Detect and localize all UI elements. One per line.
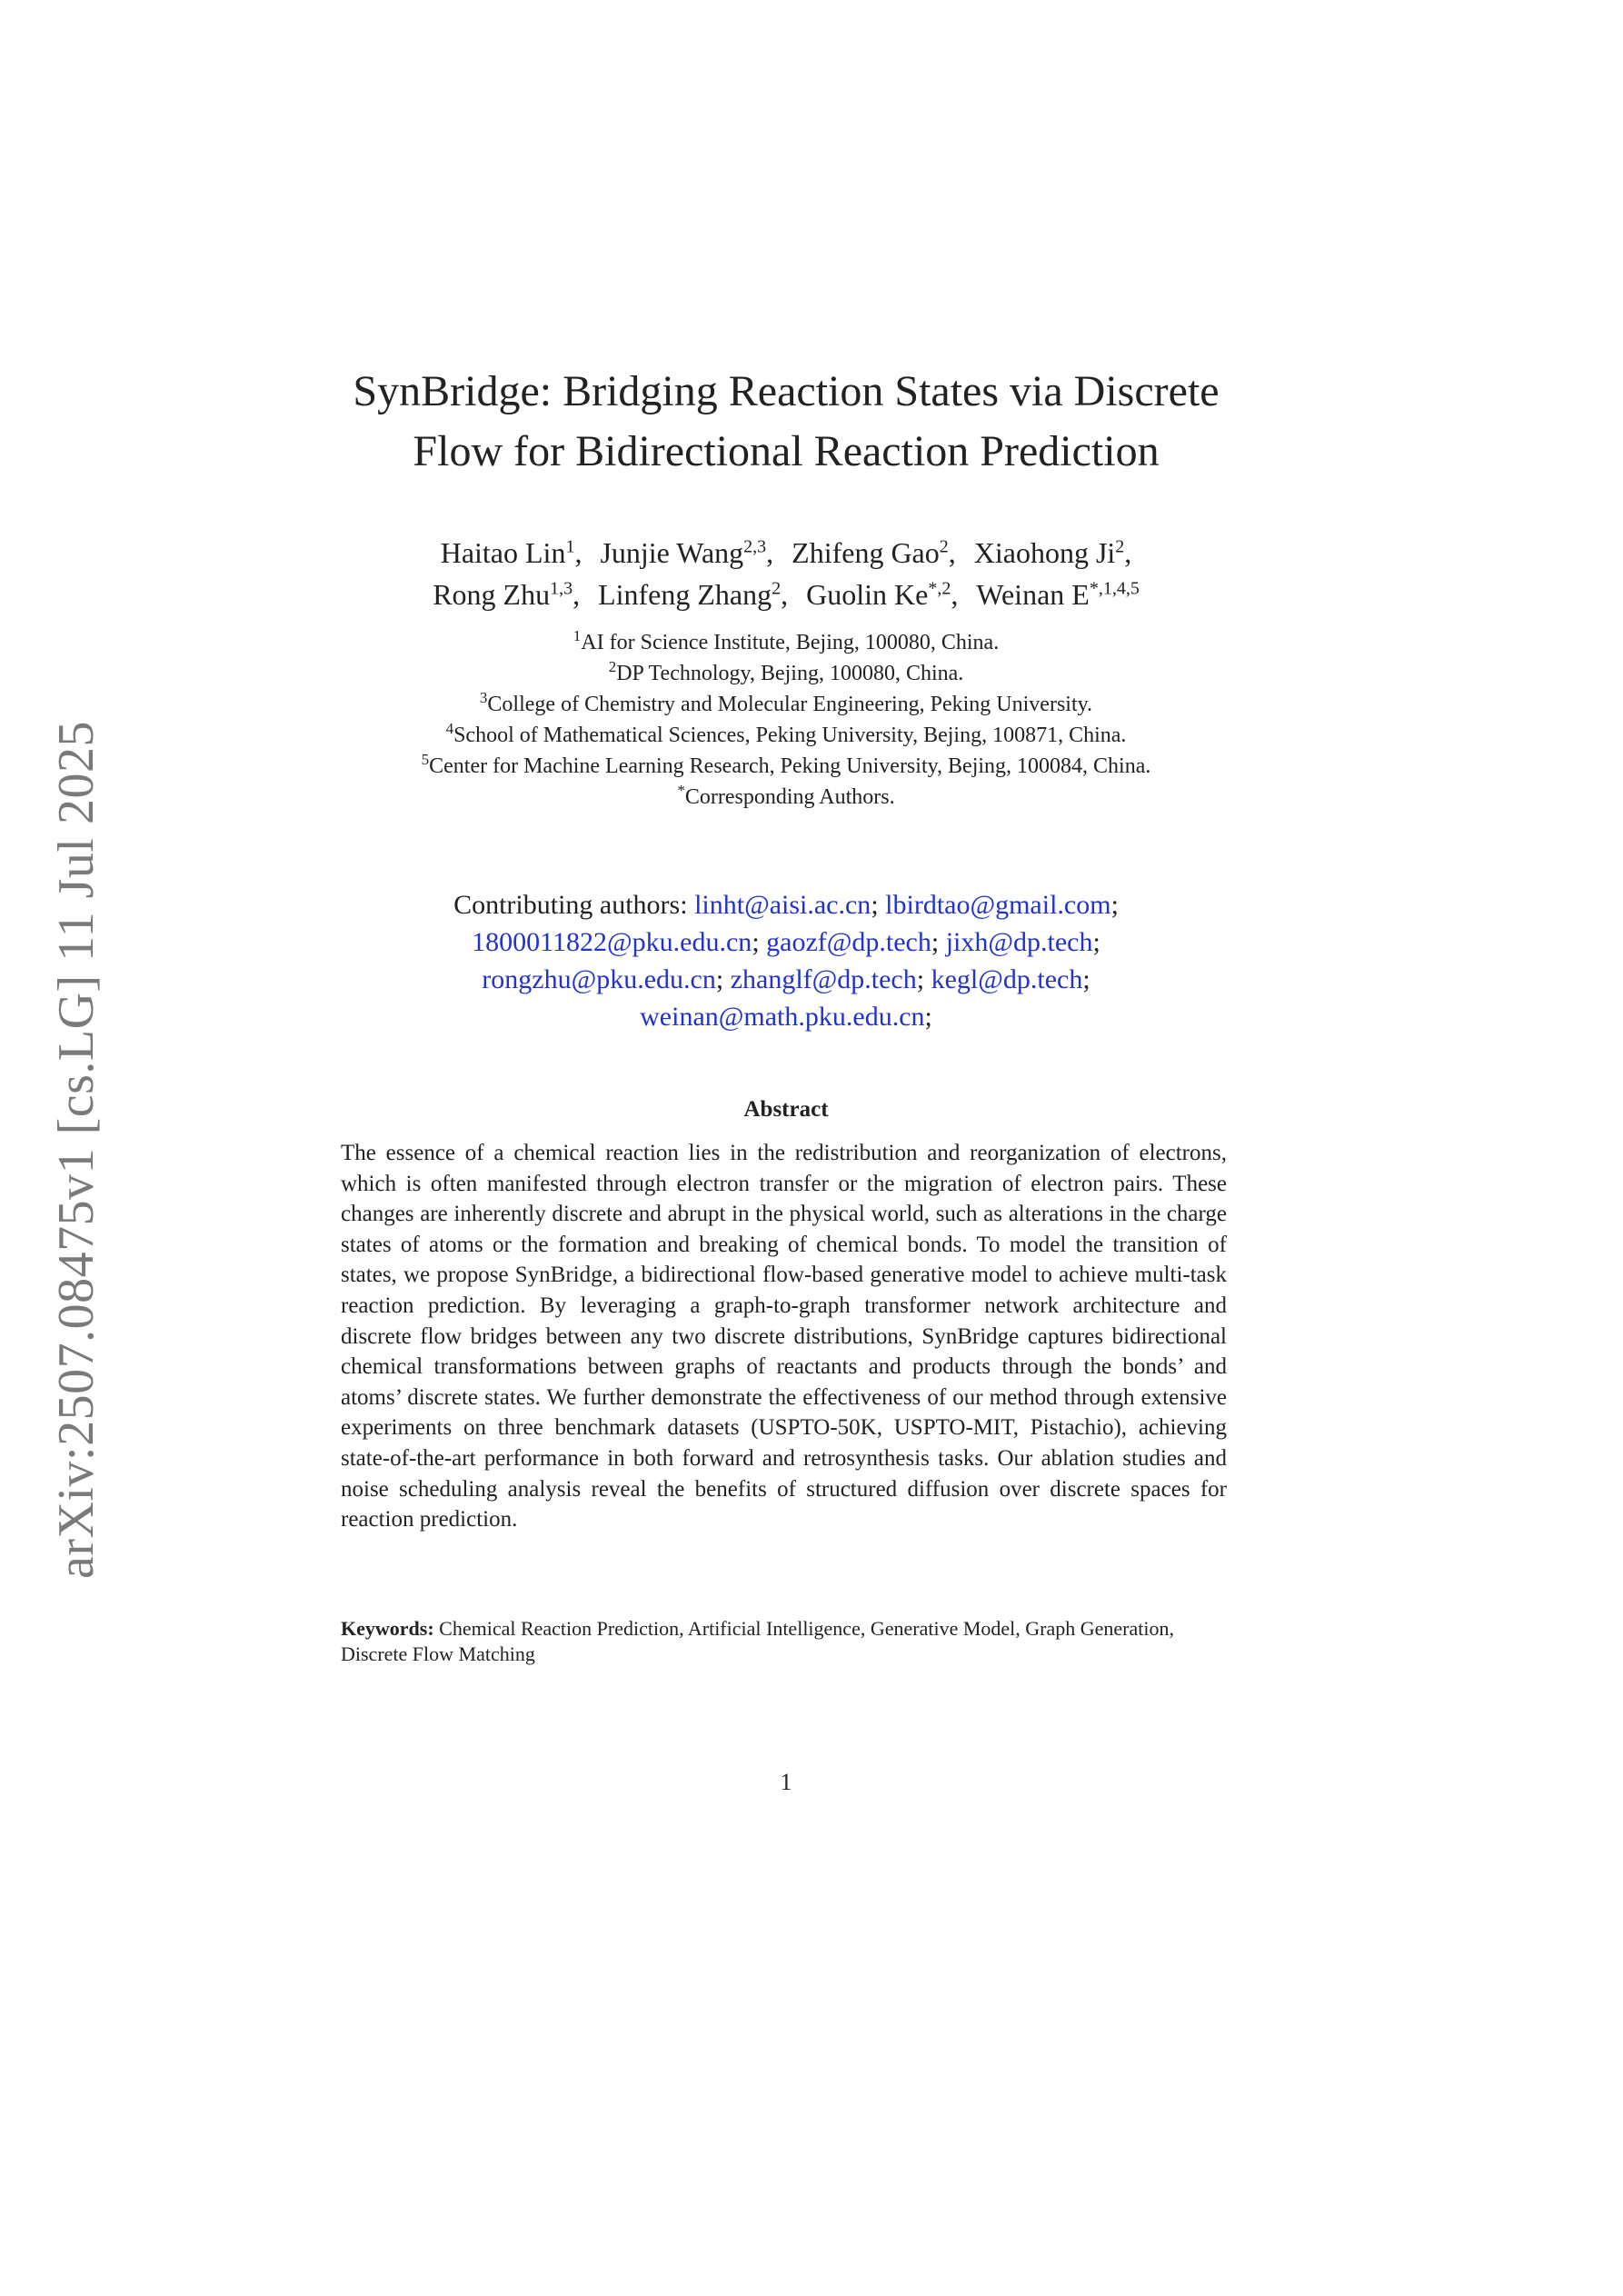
author: Weinan $E^{*,1,4,5}$ — [976, 578, 1140, 611]
author-line-1 — [273, 532, 1299, 574]
contrib-line-4: weinan@math.pku.edu.cn; — [640, 1002, 932, 1032]
email-link[interactable]: weinan@math.pku.edu.cn — [640, 1002, 925, 1032]
contrib-line-1: Contributing authors: linht@aisi.ac.cn; lbirdtao@gmail.com; — [453, 890, 1119, 920]
page-number: 1 — [780, 1769, 792, 1795]
arxiv-identifier-text: arXiv:2507.08475v1 [cs.LG] 11 Jul 2025 — [48, 721, 105, 1579]
contrib-label: Contributing authors: — [453, 890, 688, 920]
author: Junjie Wang$^{2,3}$, — [600, 536, 774, 569]
author: Guolin $Ke^{*,2}$, — [806, 578, 959, 611]
contrib-line-3: rongzhu@pku.edu.cn; zhanglf@dp.tech; kegl@dp.tech; — [482, 964, 1090, 994]
paper-title-line-1: SynBridge: Bridging Reaction States via Discrete — [353, 367, 1220, 415]
paper-title-line-2: Flow for Bidirectional Reaction Prediction — [413, 427, 1160, 475]
email-link[interactable]: zhanglf@dp.tech — [730, 964, 917, 994]
abstract-text: The essence of a chemical reaction lies in the redistribution and reorganization of electrons, which is often manifested through electron transfer or the migration of electron pairs. These changes are inherently discrete and abrupt in the physical world, such as alterations in the charge states of atoms or the formation and breaking of chemical bonds. To model the transition of states, we propose SynBridge, a bidirectional flow-based generative model to achieve multi-task reaction prediction. By leveraging a graph-to-graph transformer network architecture and discrete flow bridges between any two discrete distributions, SynBridge captures bidirectional chemical transformations between graphs of reactants and products through the bonds’ and atoms’ discrete states. We further demonstrate the effectiveness of our method through extensive experiments on three benchmark datasets (USPTO-50K, USPTO-MIT, Pistachio), achieving state-of-the-art performance in both forward and retrosynthesis tasks. Our ablation studies and noise scheduling analysis reveal the benefits of structured diffusion over discrete spaces for reaction prediction. — [341, 1141, 1227, 1532]
email-link[interactable]: gaozf@dp.tech — [766, 927, 931, 957]
author-list — [273, 532, 1299, 615]
arxiv-identifier-stamp — [40, 673, 113, 1627]
affiliation: $^2$DP Technology, Bejing, 100080, China. — [608, 658, 964, 685]
keywords-text: Chemical Reaction Prediction, Artificial Intelligence, Generative Model, Graph Generation, Discrete Flow Matching — [341, 1617, 1174, 1665]
contributing-authors — [273, 886, 1299, 1035]
corresponding-note: *Corresponding Authors. — [677, 782, 895, 809]
abstract-heading: Abstract — [743, 1097, 829, 1122]
email-link[interactable]: 1800011822@pku.edu.cn — [472, 927, 752, 957]
email-link[interactable]: lbirdtao@gmail.com — [885, 890, 1111, 920]
email-link[interactable]: kegl@dp.tech — [931, 964, 1083, 994]
author: Haitao Lin$^1$, — [440, 536, 582, 569]
author: Zhifeng Gao$^2$, — [792, 536, 956, 569]
contrib-line-2: 1800011822@pku.edu.cn; gaozf@dp.tech; jixh@dp.tech; — [472, 927, 1100, 957]
author: Rong Zhu$^{1,3}$, — [433, 578, 581, 611]
affiliation: $^1$AI for Science Institute, Bejing, 100080, China. — [573, 627, 1000, 654]
affiliation: $^5$Center for Machine Learning Research, Peking University, Bejing, 100084, China. — [421, 751, 1151, 778]
email-link[interactable]: linht@aisi.ac.cn — [694, 890, 871, 920]
affiliation-list — [273, 627, 1299, 813]
keywords-label: Keywords: — [341, 1617, 434, 1640]
affiliation: $^3$College of Chemistry and Molecular Engineering, Peking University. — [479, 689, 1093, 716]
email-link[interactable]: rongzhu@pku.edu.cn — [482, 964, 716, 994]
keywords — [341, 1616, 1227, 1667]
author: Xiaohong Ji$^2$, — [973, 536, 1132, 569]
author: Linfeng Zhang$^2$, — [598, 578, 789, 611]
affiliation: $^4$School of Mathematical Sciences, Peking University, Bejing, 100871, China. — [445, 720, 1127, 747]
paper-title — [273, 362, 1299, 482]
email-link[interactable]: jixh@dp.tech — [945, 927, 1093, 957]
author-line-2 — [273, 574, 1299, 615]
